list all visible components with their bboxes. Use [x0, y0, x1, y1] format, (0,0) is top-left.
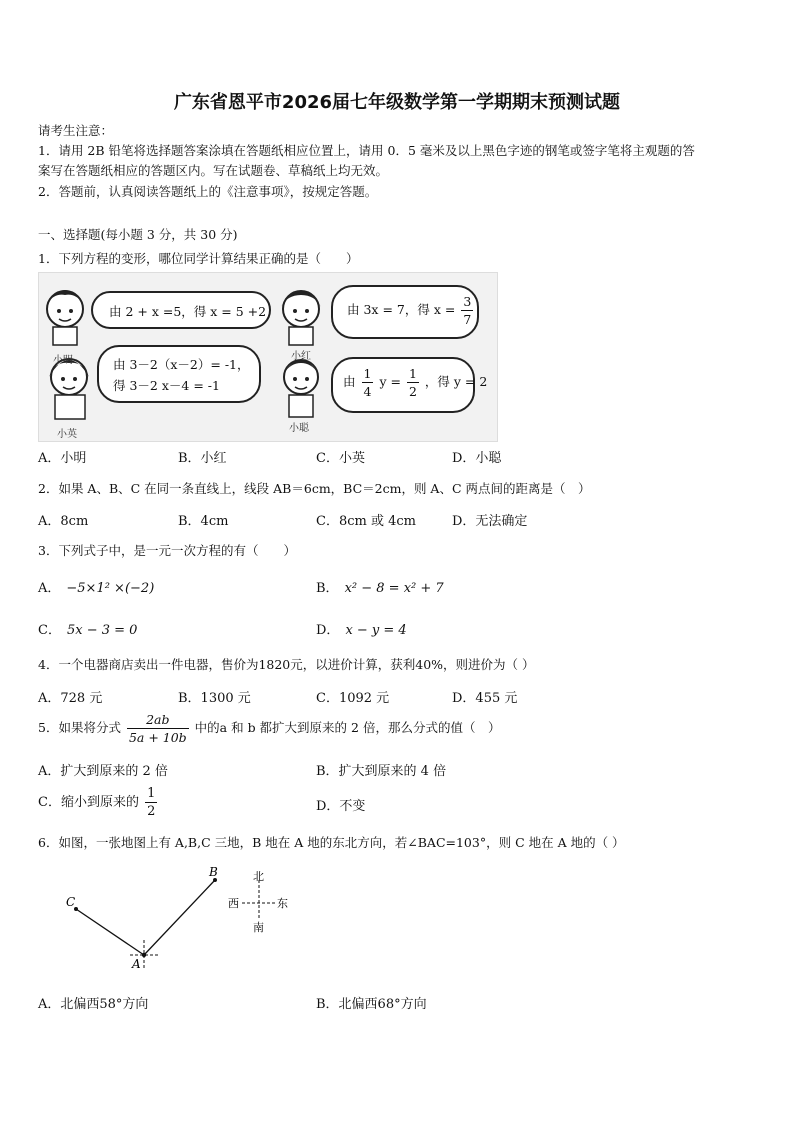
question-5-stem — [38, 711, 500, 746]
question-6-option-a[interactable]: A．北偏西58°方向 — [38, 997, 149, 1012]
question-2-option-d[interactable]: D．无法确定 — [452, 514, 528, 529]
xiaocong-text-c: ，得 y = 2 — [424, 374, 488, 389]
question-2-stem: 2．如果 A、B、C 在同一条直线上，线段 AB＝6cm，BC＝2cm，则 A、C 两点间的距离是（ ） — [38, 481, 591, 496]
notice-item-2: 2．答题前，认真阅读答题纸上的《注意事项》，按规定答题。 — [38, 184, 378, 199]
label-c: C — [66, 895, 76, 909]
xiaocong-fraction-1-den: 4 — [363, 384, 372, 399]
segment-ab — [144, 880, 215, 955]
option-b-label: B． — [316, 581, 339, 596]
xiaohong-equation — [347, 293, 475, 328]
question-5-option-d[interactable]: D．不变 — [316, 799, 366, 814]
question-1-cartoon — [38, 272, 498, 442]
option-a-expression: −5×1² ×(−2) — [66, 581, 155, 596]
segment-ac — [76, 909, 144, 955]
question-3-option-d[interactable] — [316, 619, 407, 638]
xiaocong-figure — [284, 360, 318, 417]
compass-west: 西 — [228, 897, 239, 910]
xiaocong-text-a: 由 — [343, 374, 356, 389]
option-d-label: D． — [316, 623, 340, 638]
xiaoming-equation: 由 2 + x =5，得 x = 5 +2 — [109, 304, 267, 319]
xiaohong-fraction-den: 7 — [463, 312, 472, 327]
xiaoming-name: 小明 — [53, 355, 73, 366]
question-1-option-b[interactable]: B．小红 — [178, 451, 227, 466]
question-4-option-c[interactable]: C．1092 元 — [316, 691, 390, 706]
question-3-option-c[interactable] — [38, 619, 137, 638]
question-1-option-c[interactable]: C．小英 — [316, 451, 365, 466]
question-5-option-c-den: 2 — [147, 804, 156, 819]
question-5-stem-b: 中的a 和 b 都扩大到原来的 2 倍，那么分式的值（ ） — [194, 720, 501, 735]
xiaohong-fraction-num: 3 — [463, 294, 472, 309]
compass-east: 东 — [277, 897, 288, 910]
xiaocong-fraction-2-den: 2 — [408, 384, 417, 399]
question-5-option-c-fraction — [145, 785, 157, 820]
question-4-option-a[interactable]: A．728 元 — [38, 691, 103, 706]
option-a-label: A． — [38, 581, 61, 596]
compass-south: 南 — [253, 921, 264, 934]
question-2-option-c[interactable]: C．8cm 或 4cm — [316, 514, 416, 529]
notice-item-1a: 1．请用 2B 铅笔将选择题答案涂填在答题纸相应位置上，请用 0．5 毫米及以上黑色字迹的钢笔或签字笔将主观题的答 — [38, 143, 695, 158]
question-4-option-d[interactable]: D．455 元 — [452, 691, 518, 706]
question-6-figure — [38, 860, 318, 976]
question-2-option-b[interactable]: B．4cm — [178, 514, 229, 529]
xiaocong-fraction-2 — [407, 365, 419, 400]
xiaoying-name: 小英 — [57, 429, 77, 440]
xiaocong-fraction-1-num: 1 — [363, 366, 372, 381]
question-5-fraction — [127, 711, 189, 746]
question-5-fraction-den: 5a + 10b — [128, 730, 187, 745]
xiaoming-bubble — [91, 291, 271, 329]
xiaohong-name: 小红 — [291, 351, 311, 362]
xiaocong-fraction-2-num: 1 — [408, 366, 417, 381]
question-1-stem: 1．下列方程的变形，哪位同学计算结果正确的是（ ） — [38, 251, 359, 266]
option-b-expression: x² − 8 = x² + 7 — [344, 581, 444, 596]
question-5-option-c-num: 1 — [147, 786, 156, 801]
question-3-stem: 3．下列式子中，是一元一次方程的有（ ） — [38, 543, 296, 558]
question-5-option-c-text: C．缩小到原来的 — [38, 795, 139, 810]
compass-north: 北 — [253, 870, 264, 883]
xiaocong-text-b: y = — [379, 374, 401, 389]
question-5-option-b[interactable]: B．扩大到原来的 4 倍 — [316, 764, 447, 779]
question-1-option-d[interactable]: D．小聪 — [452, 451, 502, 466]
question-4-option-b[interactable]: B．1300 元 — [178, 691, 251, 706]
notice-heading: 请考生注意： — [38, 123, 114, 138]
option-c-expression: 5x − 3 = 0 — [66, 623, 138, 638]
question-4-stem: 4．一个电器商店卖出一件电器，售价为1820元，以进价计算，获利40%，则进价为（ ） — [38, 657, 535, 672]
question-2-option-a[interactable]: A．8cm — [38, 514, 89, 529]
xiaocong-bubble — [331, 357, 488, 413]
question-5-option-c[interactable] — [38, 785, 159, 820]
xiaoying-figure — [49, 359, 89, 419]
xiaohong-equation-text: 由 3x = 7，得 x = — [347, 302, 456, 317]
option-d-expression: x − y = 4 — [345, 623, 407, 638]
label-b: B — [209, 865, 218, 879]
section-heading-choice: 一、选择题(每小题 3 分，共 30 分) — [38, 227, 238, 242]
question-3-option-a[interactable] — [38, 577, 154, 596]
xiaoying-bubble — [97, 345, 261, 403]
question-1-option-a[interactable]: A．小明 — [38, 451, 87, 466]
question-5-fraction-num: 2ab — [127, 711, 189, 729]
xiaocong-name: 小聪 — [289, 423, 309, 434]
label-a: A — [132, 957, 141, 971]
xiaoming-figure — [47, 290, 83, 345]
question-5-stem-a: 5．如果将分式 — [38, 720, 121, 735]
question-6-stem: 6．如图，一张地图上有 A,B,C 三地，B 地在 A 地的东北方向，若∠BAC=103°，则 C 地在 A 地的（ ） — [38, 835, 625, 850]
question-6-option-b[interactable]: B．北偏西68°方向 — [316, 997, 427, 1012]
page-title: 广东省恩平市2026届七年级数学第一学期期末预测试题 — [173, 92, 621, 113]
xiaocong-fraction-1 — [362, 365, 374, 400]
xiaocong-equation — [343, 365, 487, 400]
question-5-option-a[interactable]: A．扩大到原来的 2 倍 — [38, 764, 168, 779]
xiaoying-line-1: 由 3－2（x－2）= -1， — [113, 357, 250, 372]
notice-item-1b: 案写在答题纸相应的答题区内。写在试题卷、草稿纸上均无效。 — [38, 163, 389, 178]
question-3-option-b[interactable] — [316, 577, 444, 596]
xiaohong-figure — [281, 291, 321, 345]
xiaohong-fraction — [461, 293, 473, 328]
xiaoying-line-2: 得 3－2 x－4 = -1 — [113, 378, 220, 393]
xiaohong-bubble — [331, 285, 479, 339]
option-c-label: C． — [38, 623, 61, 638]
